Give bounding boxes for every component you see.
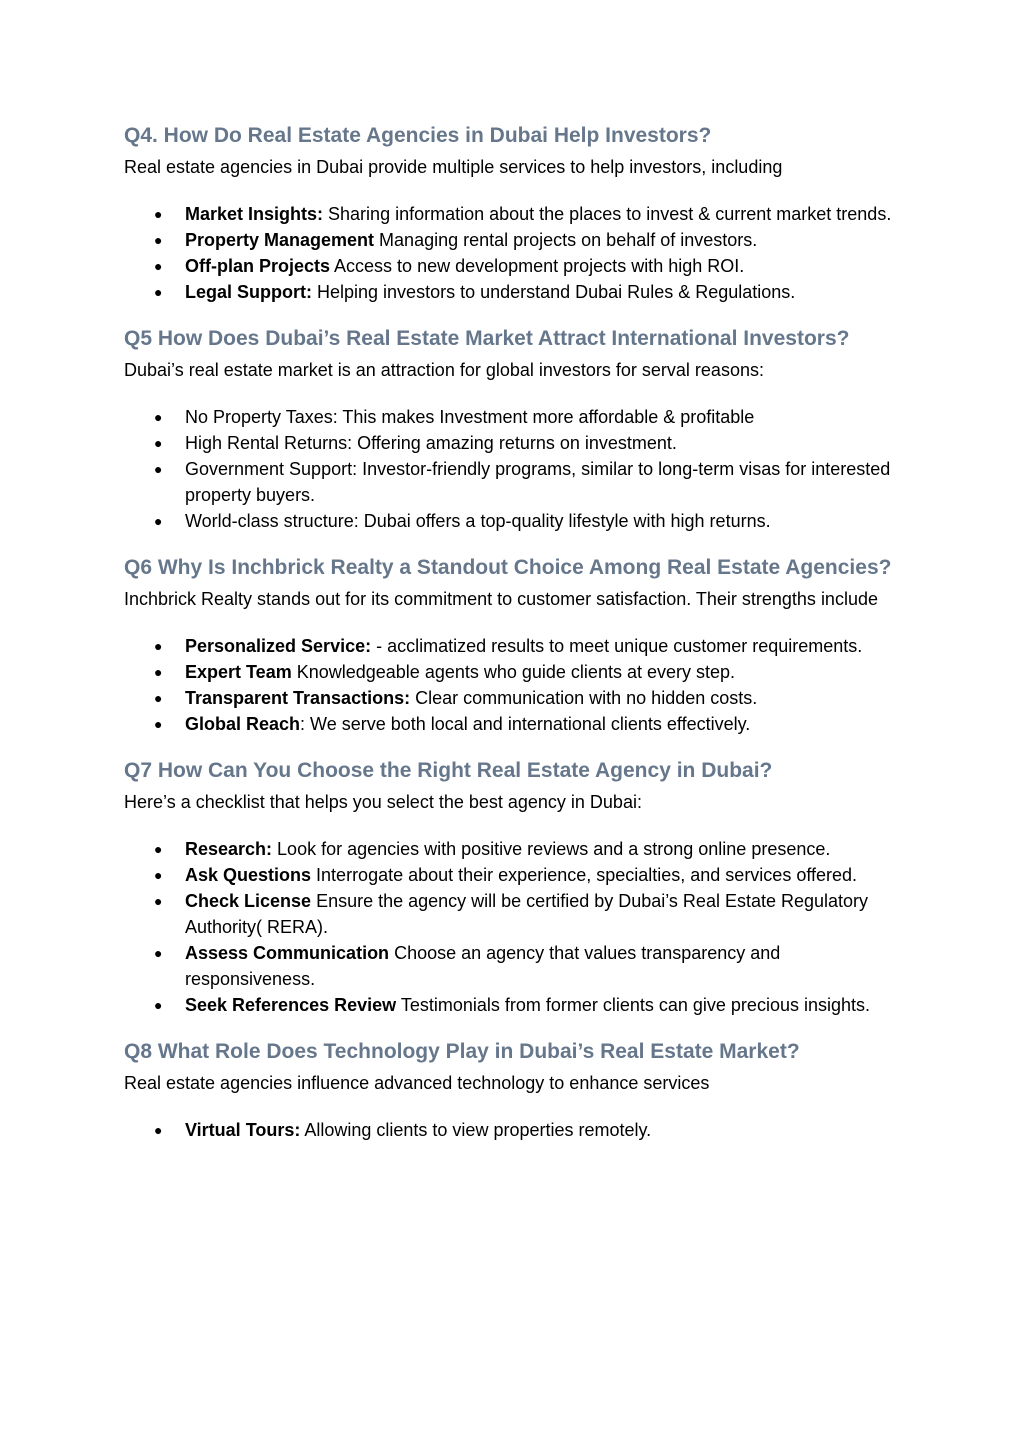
section-heading: Q4. How Do Real Estate Agencies in Dubai Help Investors? xyxy=(124,124,712,147)
item-text: Helping investors to understand Dubai Rules & Regulations. xyxy=(312,282,796,302)
section-q5 xyxy=(124,325,914,534)
bullet-icon: ● xyxy=(154,716,163,732)
list-item xyxy=(124,685,914,711)
bullet-list xyxy=(124,404,914,534)
item-text: Clear communication with no hidden costs. xyxy=(410,688,758,708)
section-intro: Here’s a checklist that helps you select the best agency in Dubai: xyxy=(124,792,642,812)
list-item xyxy=(124,508,914,534)
section-q6 xyxy=(124,554,914,737)
item-term: Legal Support: xyxy=(185,282,312,302)
item-text: High Rental Returns: Offering amazing returns on investment. xyxy=(185,433,677,453)
bullet-list xyxy=(124,201,914,305)
item-term: Property Management xyxy=(185,230,375,250)
bullet-icon: ● xyxy=(154,841,163,857)
item-text: Choose an agency that values transparency and responsiveness. xyxy=(185,943,781,989)
list-item xyxy=(124,279,914,305)
bullet-icon: ● xyxy=(154,867,163,883)
bullet-list xyxy=(124,836,914,1018)
list-item xyxy=(124,201,914,227)
section-heading: Q6 Why Is Inchbrick Realty a Standout Choice Among Real Estate Agencies? xyxy=(124,556,892,579)
list-item xyxy=(124,456,914,508)
list-item xyxy=(124,711,914,737)
bullet-icon: ● xyxy=(154,461,163,477)
list-item xyxy=(124,404,914,430)
section-q4 xyxy=(124,122,914,305)
item-term: Ask Questions xyxy=(185,865,312,885)
section-q8 xyxy=(124,1038,914,1143)
section-q7 xyxy=(124,757,914,1018)
bullet-list xyxy=(124,633,914,737)
list-item xyxy=(124,253,914,279)
item-text: Testimonials from former clients can give precious insights. xyxy=(396,995,870,1015)
section-intro: Real estate agencies influence advanced technology to enhance services xyxy=(124,1073,710,1093)
list-item xyxy=(124,836,914,862)
bullet-icon: ● xyxy=(154,664,163,680)
item-term: Expert Team xyxy=(185,662,292,682)
bullet-icon: ● xyxy=(154,284,163,300)
item-text: Knowledgeable agents who guide clients at every step. xyxy=(291,662,736,682)
item-text: Ensure the agency will be certified by Dubai’s Real Estate Regulatory Authority( RERA). xyxy=(185,891,869,937)
bullet-icon: ● xyxy=(154,206,163,222)
item-term: Assess Communication xyxy=(185,943,390,963)
bullet-icon: ● xyxy=(154,997,163,1013)
section-intro: Inchbrick Realty stands out for its commitment to customer satisfaction. Their strengths include xyxy=(124,589,878,609)
bullet-icon: ● xyxy=(154,945,163,961)
item-text: Allowing clients to view properties remotely. xyxy=(300,1120,652,1140)
bullet-icon: ● xyxy=(154,893,163,909)
section-heading: Q8 What Role Does Technology Play in Dubai’s Real Estate Market? xyxy=(124,1040,800,1063)
item-term: Global Reach xyxy=(185,714,301,734)
section-heading: Q5 How Does Dubai’s Real Estate Market Attract International Investors? xyxy=(124,327,850,350)
item-term: Research: xyxy=(185,839,273,859)
item-text: : We serve both local and international clients effectively. xyxy=(300,714,751,734)
bullet-icon: ● xyxy=(154,513,163,529)
bullet-icon: ● xyxy=(154,1122,163,1138)
item-term: Check License xyxy=(185,891,312,911)
list-item xyxy=(124,888,914,940)
list-item xyxy=(124,862,914,888)
list-item xyxy=(124,940,914,992)
item-term: Personalized Service: xyxy=(185,636,372,656)
item-text: Sharing information about the places to invest & current market trends. xyxy=(323,204,892,224)
item-text: Interrogate about their experience, specialties, and services offered. xyxy=(311,865,858,885)
bullet-icon: ● xyxy=(154,690,163,706)
item-term: Transparent Transactions: xyxy=(185,688,411,708)
list-item xyxy=(124,992,914,1018)
section-heading: Q7 How Can You Choose the Right Real Estate Agency in Dubai? xyxy=(124,759,773,782)
list-item xyxy=(124,1117,914,1143)
item-term: Off-plan Projects xyxy=(185,256,331,276)
bullet-icon: ● xyxy=(154,258,163,274)
list-item xyxy=(124,633,914,659)
bullet-list xyxy=(124,1117,914,1143)
bullet-icon: ● xyxy=(154,232,163,248)
bullet-icon: ● xyxy=(154,409,163,425)
list-item xyxy=(124,659,914,685)
item-term: Seek References Review xyxy=(185,995,397,1015)
item-text: - acclimatized results to meet unique customer requirements. xyxy=(371,636,863,656)
bullet-icon: ● xyxy=(154,638,163,654)
item-term: Virtual Tours: xyxy=(185,1120,301,1140)
item-text: No Property Taxes: This makes Investment more affordable & profitable xyxy=(185,407,755,427)
section-intro: Real estate agencies in Dubai provide multiple services to help investors, including xyxy=(124,157,783,177)
item-text: Look for agencies with positive reviews and a strong online presence. xyxy=(272,839,831,859)
item-term: Market Insights: xyxy=(185,204,324,224)
item-text: Managing rental projects on behalf of investors. xyxy=(374,230,758,250)
item-text: Government Support: Investor-friendly programs, similar to long-term visas for interested property buyers. xyxy=(185,459,891,505)
list-item xyxy=(124,227,914,253)
item-text: Access to new development projects with high ROI. xyxy=(330,256,745,276)
section-intro: Dubai’s real estate market is an attraction for global investors for serval reasons: xyxy=(124,360,764,380)
item-text: World-class structure: Dubai offers a top-quality lifestyle with high returns. xyxy=(185,511,771,531)
list-item xyxy=(124,430,914,456)
bullet-icon: ● xyxy=(154,435,163,451)
